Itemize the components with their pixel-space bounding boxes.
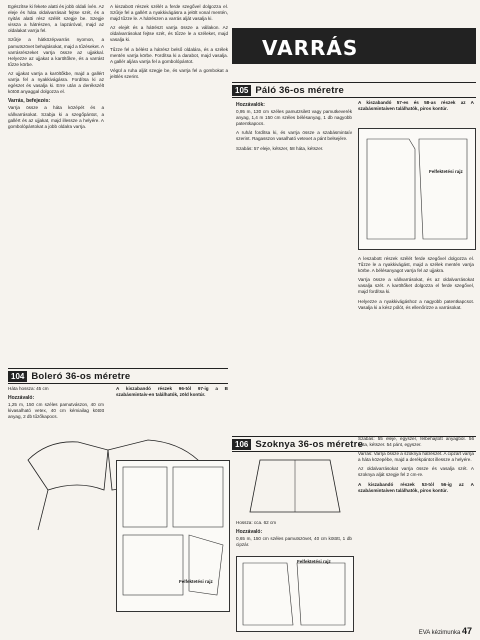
cutting-layout-106 [236, 556, 354, 632]
column-d [358, 256, 474, 314]
section-title: Páló 36-os méretre [255, 84, 344, 96]
paragraph: Szabás: 55 eleje, egyszer, félbehajtott anyagból. 56 háta, kétszer. 54 pánt, egyszer. [358, 436, 474, 448]
section-title: Boleró 36-os méretre [31, 370, 131, 382]
materials: 0,95 m, 130 cm széles pamutzsilett vagy pamutkeverék anyag, 1,4 m 150 cm széles bélésanyag, 1 db nagyobb patentkapocs. [236, 109, 352, 127]
paragraph: Az oldalvarrásokat varrja össze és vasalja szét. A szoknya alját szegje fel 2 cm-re. [358, 466, 474, 478]
paragraph: Az ujjakat varrja a karöltőkbe, majd a gallért varrja fel a nyakkivágásra. Fordítsa ki az egészet és vasalja ki. Erre után a derékszélt kötött anyaggal dolgozza el. [8, 70, 104, 95]
layout-label: Felfektetési rajz [179, 579, 213, 584]
paragraph: Varrja össze a vállvarrásokat, és az oldalvarrásokat vasalja szét. A karöltőket dolgozza el ferde szegővel, majd fordítsa ki. [358, 277, 474, 295]
layout-label: Felfektetési rajz [297, 559, 331, 564]
paragraph: A leszabott részek szélét ferde szegővel dolgozza el. Tűzze le a nyakkivágást, majd a szélek mentén varrja körbe. A bélésanyagot varrja fel az ujjakra. [358, 256, 474, 274]
section-title: Szoknya 36-os méretre [255, 438, 364, 450]
paragraph: Helyezze a nyakkivágáshoz a nagyobb patentkapcsot. Vasalja ki a kész pólót, és ellenőrizze a varrásokat. [358, 298, 474, 310]
section-label: Hozzávaló: [236, 529, 263, 536]
section-105-header [232, 82, 476, 98]
section-number: 106 [232, 439, 251, 450]
paragraph: A kiszabandó részek 53-tól 56-ig az A szabásmintaíven találhatók, piros kontúr. [358, 481, 474, 493]
paragraph: Szűrje a hátközépvarrás nyomon, a pamutszövet behajtásokat, majd a tűzéseket. A varrásrészeket varrja össze az ujjakkal. Helyezze az ujjakat a karöltőkre, és a varrást tűzze körbe. [8, 37, 105, 67]
section-105-ref [358, 100, 474, 115]
skirt-illustration [240, 456, 350, 516]
section-105-info [236, 100, 352, 155]
section-104-info [8, 386, 104, 423]
paragraph: Szabás: 57 eleje, kétszer, 58 háta, kétszer. [236, 145, 324, 151]
paragraph: Az elejét és a hátrészt varrja össze a vállakon. Az oldalvarrásokat fejtse szét, és tűzze le a széleket, majd vasalja ki. [110, 25, 228, 43]
paragraph: A kiszabott részek szélét a ferde szegővel dolgozza el. Szűrje fel a gallért a nyakkivágásra a jelölt vonal mentén, majd tűzze le. A hátrészen a varrás alját vasalja ki. [110, 4, 228, 22]
column-d-lower [358, 436, 474, 497]
layout-label: Felfektetési rajz [429, 169, 463, 174]
cutting-layout-104 [116, 460, 230, 612]
brand: EVA kézimunka [418, 630, 461, 636]
cutting-layout-105 [358, 128, 476, 250]
paragraph: Egészítse ki fekete alatti és jobb oldali ívén. Az eleje és háta oldalvarrásait fejtse szét, és a nyitás alatti rész szélét szegje be. Szegje vissza a hátrészen, a lapzáróval, majd az oldalakat varrja fel. [8, 4, 104, 34]
reference: A kiszabandó 57-es és 58-as részek az A szabásmintaíven találhatók, piros kontúr. [358, 100, 474, 112]
section-label: Hozzávalók: [236, 102, 265, 108]
section-number: 105 [232, 85, 251, 96]
section-number: 104 [8, 371, 27, 382]
paragraph: Végül a ruha alját szegje be, és varrja fel a gombokat a jelölés szerint. [110, 67, 228, 79]
paragraph: Tűzze fel a bélést a hátrész belső oldalára, és a szélek mentén varrja körbe. Fordítsa ki a darabot, majd vasalja. A gallér aljára varrja fel a gombolópántot. [110, 46, 228, 64]
reference: A kiszabandó részek 96-tól 97-ig a B szabásmintaív-en találhatók, zöld kontúr. [116, 386, 228, 398]
materials: 1,25 m, 150 cm széles pamutvászon, 40 cm kivasalható vetex, 40 cm kémiailag kötött anyag, 2 db tűzőkapocs. [8, 402, 104, 420]
column-b [110, 4, 228, 83]
section-104-ref [116, 386, 228, 401]
paragraph: A ruhát fordítsa ki, és varrja össze a szabásmintaív szerint. Ragasszon vasalható vetexet a pánt belsejére. [236, 130, 352, 142]
height-info: Háta hossza: 45 cm [8, 386, 49, 391]
section-104-header [8, 368, 228, 384]
column-a [8, 4, 104, 133]
paragraph: Varrás: Varrja össze a szoknya hátrészét. A cipzárt varrja a háta közepébe, majd a derékpántot illessze a helyére. [358, 451, 474, 463]
page-number: 47 [461, 626, 472, 636]
paragraph: Varrja össze a háta középét és a vállvarrásokat. Szabja ki a szegőpántot, a gallért és az ujjakat, majd illessze a helyére. A gombolópántokat a jobb oldalra varrja. [8, 105, 104, 129]
section-106-info [236, 520, 352, 551]
height-info: Hossza: cca. 62 cm [236, 520, 277, 525]
page-footer [419, 626, 472, 636]
page-title: VARRÁS [262, 36, 359, 60]
materials: 0,65 m, 150 cm széles pamutszövet, 40 cm kötött, 1 db cipzár. [236, 536, 352, 548]
section-label: Hozzávaló: [8, 395, 35, 402]
section-label: Varrás, befejezés: [8, 98, 51, 105]
